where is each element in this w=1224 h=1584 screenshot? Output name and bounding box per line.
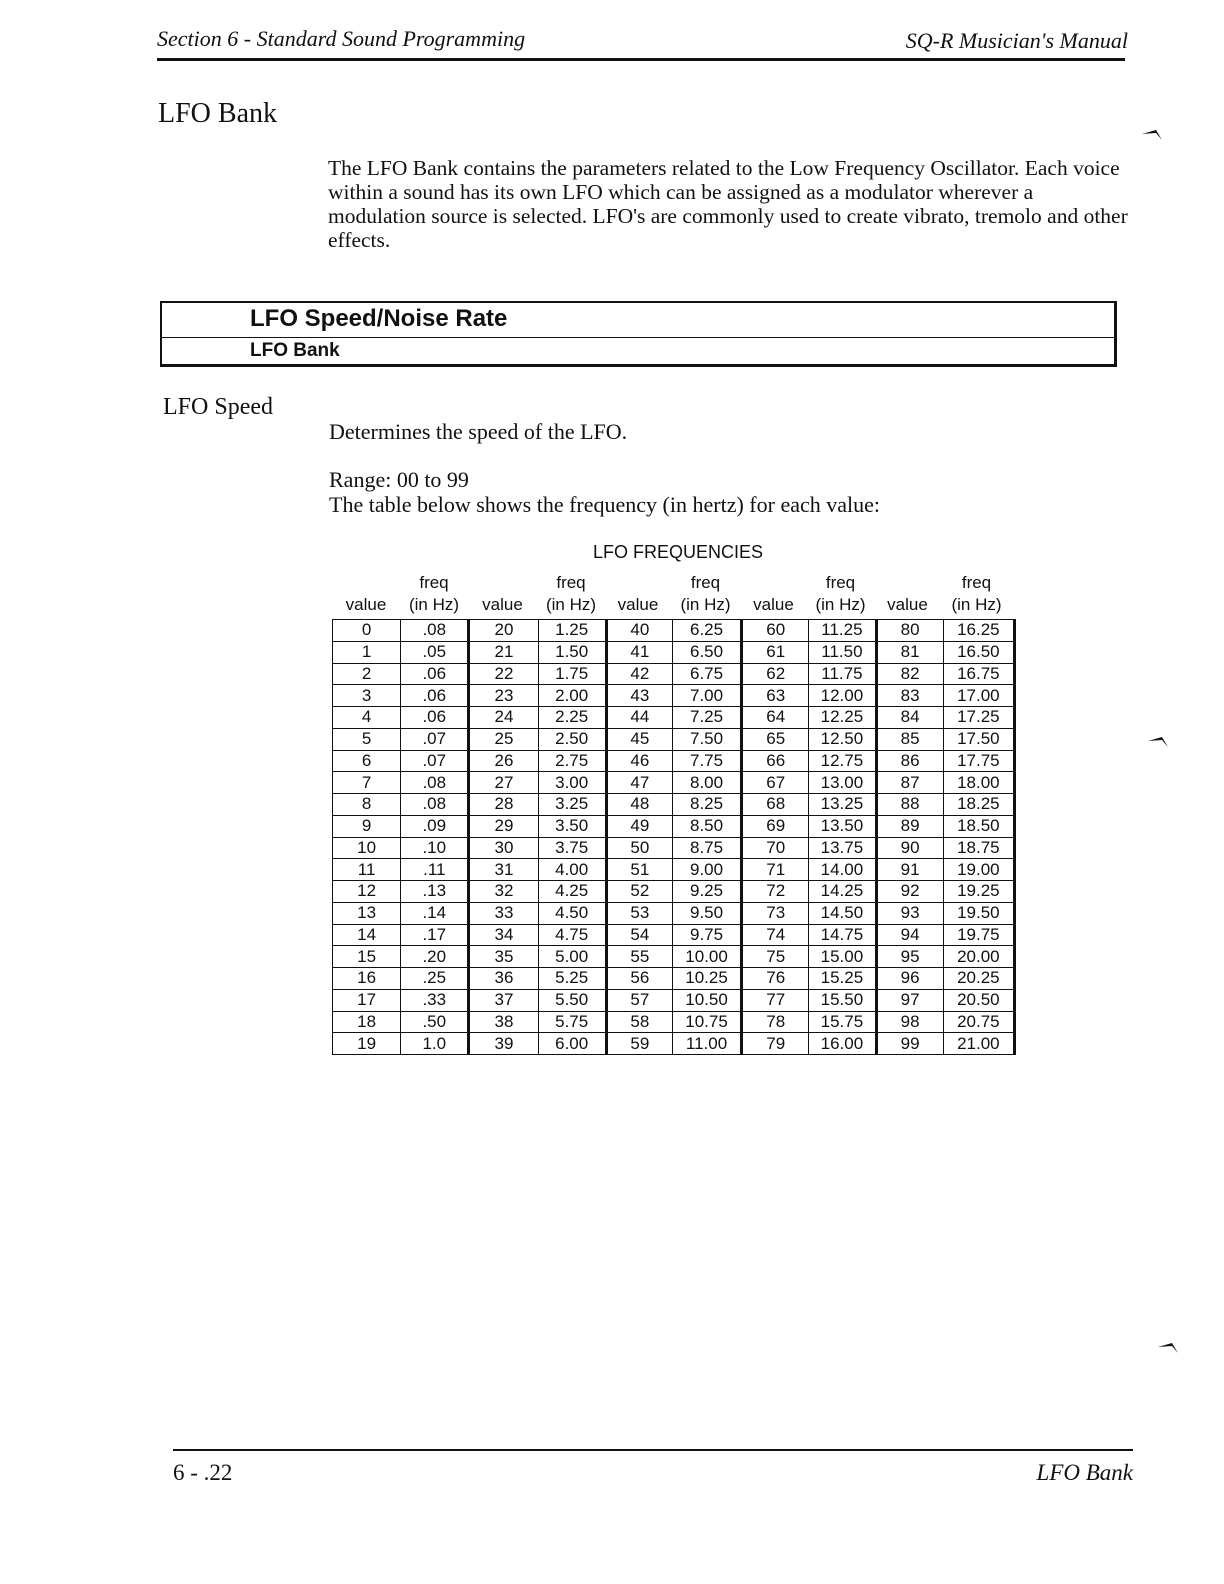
value-cell: 33 <box>469 902 538 924</box>
value-cell: 65 <box>742 728 809 750</box>
freq-cell: 4.00 <box>538 859 606 881</box>
value-cell: 78 <box>742 1011 809 1033</box>
table-row <box>333 620 1015 642</box>
parameter-range <box>329 467 880 517</box>
value-cell: 2 <box>333 663 401 685</box>
value-cell: 9 <box>333 815 401 837</box>
table-row <box>333 707 1015 729</box>
value-cell: 90 <box>876 837 943 859</box>
value-cell: 91 <box>876 859 943 881</box>
freq-cell: 3.50 <box>538 815 606 837</box>
value-cell: 75 <box>742 946 809 968</box>
column-header-value-label: value <box>887 595 928 614</box>
freq-cell: 6.75 <box>672 663 741 685</box>
freq-cell: 7.75 <box>672 750 741 772</box>
freq-cell: .09 <box>401 815 469 837</box>
value-cell: 94 <box>876 924 943 946</box>
value-cell: 67 <box>742 772 809 794</box>
value-cell: 1 <box>333 641 401 663</box>
freq-cell: 9.75 <box>672 924 741 946</box>
value-cell: 64 <box>742 707 809 729</box>
value-cell: 7 <box>333 772 401 794</box>
value-cell: 51 <box>606 859 672 881</box>
column-header-freq-unit: (in Hz) <box>951 595 1002 614</box>
value-cell: 0 <box>333 620 401 642</box>
freq-cell: 10.25 <box>672 968 741 990</box>
value-cell: 43 <box>606 685 672 707</box>
table-column-headers <box>332 570 1018 618</box>
value-cell: 89 <box>876 815 943 837</box>
freq-cell: 5.50 <box>538 989 606 1011</box>
value-cell: 32 <box>469 881 538 903</box>
freq-cell: 4.50 <box>538 902 606 924</box>
table-note: The table below shows the frequency (in hertz) for each value: <box>329 492 880 517</box>
value-cell: 4 <box>333 707 401 729</box>
value-cell: 80 <box>876 620 943 642</box>
freq-cell: 10.75 <box>672 1011 741 1033</box>
column-header-freq-unit: (in Hz) <box>815 595 866 614</box>
value-cell: 15 <box>333 946 401 968</box>
column-header-freq <box>941 572 1012 616</box>
value-cell: 68 <box>742 794 809 816</box>
table-row <box>333 968 1015 990</box>
column-header-freq-label: freq <box>556 573 586 592</box>
value-cell: 49 <box>606 815 672 837</box>
intro-paragraph: The LFO Bank contains the parameters related to the Low Frequency Oscillator. Each voice within a sound has its own LFO which can be assigned as a modulator wherever a modulation source is selected. LFO's are commonly used to create vibrato, tremolo and other effects. <box>328 156 1128 252</box>
column-header-freq-label: freq <box>690 573 721 592</box>
table-row <box>333 772 1015 794</box>
freq-cell: .05 <box>401 641 469 663</box>
column-header-freq <box>400 572 468 616</box>
value-cell: 16 <box>333 968 401 990</box>
value-cell: 14 <box>333 924 401 946</box>
column-header-freq <box>537 572 605 616</box>
table-row <box>333 859 1015 881</box>
column-header-freq <box>807 572 874 616</box>
freq-cell: 5.25 <box>538 968 606 990</box>
freq-cell: 20.25 <box>943 968 1014 990</box>
freq-cell: 11.50 <box>809 641 876 663</box>
freq-cell: 8.75 <box>672 837 741 859</box>
table-row <box>333 641 1015 663</box>
freq-cell: 14.00 <box>809 859 876 881</box>
freq-cell: .06 <box>401 707 469 729</box>
freq-cell: 1.50 <box>538 641 606 663</box>
value-cell: 62 <box>742 663 809 685</box>
value-cell: 73 <box>742 902 809 924</box>
value-cell: 19 <box>333 1033 401 1055</box>
freq-cell: 13.75 <box>809 837 876 859</box>
freq-cell: 13.25 <box>809 794 876 816</box>
value-cell: 36 <box>469 968 538 990</box>
column-header-freq-label: freq <box>961 573 992 592</box>
value-cell: 11 <box>333 859 401 881</box>
value-cell: 88 <box>876 794 943 816</box>
value-cell: 61 <box>742 641 809 663</box>
freq-cell: 17.50 <box>943 728 1014 750</box>
freq-cell: .33 <box>401 989 469 1011</box>
freq-cell: 5.75 <box>538 1011 606 1033</box>
freq-cell: 6.50 <box>672 641 741 663</box>
freq-cell: 2.75 <box>538 750 606 772</box>
freq-cell: 19.00 <box>943 859 1014 881</box>
value-cell: 84 <box>876 707 943 729</box>
freq-cell: 15.50 <box>809 989 876 1011</box>
value-cell: 70 <box>742 837 809 859</box>
value-cell: 85 <box>876 728 943 750</box>
value-cell: 45 <box>606 728 672 750</box>
column-header-freq-unit: (in Hz) <box>545 595 597 614</box>
value-cell: 44 <box>606 707 672 729</box>
table-row <box>333 750 1015 772</box>
value-cell: 69 <box>742 815 809 837</box>
value-cell: 96 <box>876 968 943 990</box>
table-row <box>333 794 1015 816</box>
table-row <box>333 902 1015 924</box>
table-row <box>333 1033 1015 1055</box>
value-cell: 59 <box>606 1033 672 1055</box>
value-cell: 29 <box>469 815 538 837</box>
value-cell: 5 <box>333 728 401 750</box>
value-cell: 77 <box>742 989 809 1011</box>
value-cell: 39 <box>469 1033 538 1055</box>
value-cell: 97 <box>876 989 943 1011</box>
column-header-value-label: value <box>482 595 523 614</box>
column-header-value-label: value <box>617 595 659 614</box>
freq-cell: .08 <box>401 620 469 642</box>
column-header-freq-unit: (in Hz) <box>680 595 731 614</box>
table-row <box>333 685 1015 707</box>
parameter-title: LFO Speed <box>163 394 273 420</box>
freq-cell: 15.25 <box>809 968 876 990</box>
freq-cell: .25 <box>401 968 469 990</box>
footer-rule <box>173 1449 1133 1451</box>
value-cell: 41 <box>606 641 672 663</box>
value-cell: 12 <box>333 881 401 903</box>
table-row <box>333 881 1015 903</box>
table-title: LFO FREQUENCIES <box>593 542 764 562</box>
value-cell: 81 <box>876 641 943 663</box>
freq-cell: 18.75 <box>943 837 1014 859</box>
freq-cell: 14.50 <box>809 902 876 924</box>
freq-cell: .07 <box>401 728 469 750</box>
freq-cell: 14.75 <box>809 924 876 946</box>
value-cell: 23 <box>469 685 538 707</box>
value-cell: 60 <box>742 620 809 642</box>
page-number: 6 - .22 <box>173 1460 233 1485</box>
freq-cell: 17.00 <box>943 685 1014 707</box>
freq-cell: .14 <box>401 902 469 924</box>
parameter-box <box>160 301 1117 367</box>
value-cell: 76 <box>742 968 809 990</box>
freq-cell: 20.00 <box>943 946 1014 968</box>
freq-cell: 18.50 <box>943 815 1014 837</box>
value-cell: 71 <box>742 859 809 881</box>
freq-cell: 8.25 <box>672 794 741 816</box>
column-header-freq-label: freq <box>825 573 856 592</box>
column-header-freq-unit: (in Hz) <box>408 595 460 614</box>
value-cell: 82 <box>876 663 943 685</box>
freq-cell: 16.50 <box>943 641 1014 663</box>
freq-cell: .20 <box>401 946 469 968</box>
lfo-frequency-table <box>332 619 1016 1055</box>
parameter-name: LFO Speed/Noise Rate <box>250 305 508 332</box>
value-cell: 83 <box>876 685 943 707</box>
value-cell: 99 <box>876 1033 943 1055</box>
running-footer-bank: LFO Bank <box>1036 1460 1133 1485</box>
value-cell: 92 <box>876 881 943 903</box>
freq-cell: 6.00 <box>538 1033 606 1055</box>
value-cell: 95 <box>876 946 943 968</box>
freq-cell: 19.50 <box>943 902 1014 924</box>
value-cell: 56 <box>606 968 672 990</box>
freq-cell: .07 <box>401 750 469 772</box>
freq-cell: 16.00 <box>809 1033 876 1055</box>
value-cell: 87 <box>876 772 943 794</box>
value-cell: 25 <box>469 728 538 750</box>
freq-cell: 3.00 <box>538 772 606 794</box>
table-row <box>333 989 1015 1011</box>
value-cell: 17 <box>333 989 401 1011</box>
parameter-bank: LFO Bank <box>250 340 340 361</box>
freq-cell: 17.75 <box>943 750 1014 772</box>
value-cell: 21 <box>469 641 538 663</box>
freq-cell: 15.00 <box>809 946 876 968</box>
column-header-value <box>605 594 671 616</box>
value-cell: 6 <box>333 750 401 772</box>
freq-cell: 7.50 <box>672 728 741 750</box>
freq-cell: 9.50 <box>672 902 741 924</box>
table-row <box>333 663 1015 685</box>
parameter-description: Determines the speed of the LFO. <box>329 419 628 444</box>
value-cell: 27 <box>469 772 538 794</box>
freq-cell: 11.25 <box>809 620 876 642</box>
value-cell: 57 <box>606 989 672 1011</box>
freq-cell: 1.75 <box>538 663 606 685</box>
margin-tick-mark <box>1158 1343 1180 1353</box>
freq-cell: 16.25 <box>943 620 1014 642</box>
freq-cell: .50 <box>401 1011 469 1033</box>
value-cell: 86 <box>876 750 943 772</box>
freq-cell: 19.75 <box>943 924 1014 946</box>
freq-cell: 10.00 <box>672 946 741 968</box>
value-cell: 38 <box>469 1011 538 1033</box>
value-cell: 24 <box>469 707 538 729</box>
column-header-value <box>332 594 400 616</box>
freq-cell: 4.25 <box>538 881 606 903</box>
freq-cell: 5.00 <box>538 946 606 968</box>
value-cell: 13 <box>333 902 401 924</box>
table-row <box>333 815 1015 837</box>
column-header-value <box>740 594 807 616</box>
freq-cell: 20.50 <box>943 989 1014 1011</box>
value-cell: 74 <box>742 924 809 946</box>
freq-cell: 18.00 <box>943 772 1014 794</box>
value-cell: 35 <box>469 946 538 968</box>
freq-cell: 10.50 <box>672 989 741 1011</box>
column-header-value-label: value <box>345 595 387 614</box>
value-cell: 48 <box>606 794 672 816</box>
range-text: Range: 00 to 99 <box>329 467 469 492</box>
freq-cell: .17 <box>401 924 469 946</box>
freq-cell: 9.25 <box>672 881 741 903</box>
freq-cell: 12.00 <box>809 685 876 707</box>
freq-cell: 4.75 <box>538 924 606 946</box>
freq-cell: 3.75 <box>538 837 606 859</box>
header-rule <box>157 58 1125 61</box>
freq-cell: .08 <box>401 794 469 816</box>
column-header-freq <box>671 572 740 616</box>
value-cell: 58 <box>606 1011 672 1033</box>
parameter-box-divider <box>162 337 1114 338</box>
value-cell: 46 <box>606 750 672 772</box>
freq-cell: 11.75 <box>809 663 876 685</box>
section-title: LFO Bank <box>158 98 277 129</box>
freq-cell: 2.50 <box>538 728 606 750</box>
freq-cell: 14.25 <box>809 881 876 903</box>
value-cell: 10 <box>333 837 401 859</box>
freq-cell: 12.75 <box>809 750 876 772</box>
freq-cell: .13 <box>401 881 469 903</box>
value-cell: 47 <box>606 772 672 794</box>
table-row <box>333 728 1015 750</box>
value-cell: 30 <box>469 837 538 859</box>
running-header-section: Section 6 - Standard Sound Programming <box>157 26 526 51</box>
table-row <box>333 1011 1015 1033</box>
value-cell: 79 <box>742 1033 809 1055</box>
value-cell: 34 <box>469 924 538 946</box>
freq-cell: 13.00 <box>809 772 876 794</box>
running-header-manual: SQ-R Musician's Manual <box>905 28 1128 53</box>
value-cell: 26 <box>469 750 538 772</box>
freq-cell: 8.50 <box>672 815 741 837</box>
freq-cell: 3.25 <box>538 794 606 816</box>
value-cell: 31 <box>469 859 538 881</box>
freq-cell: 6.25 <box>672 620 741 642</box>
freq-cell: 12.50 <box>809 728 876 750</box>
column-header-value <box>468 594 537 616</box>
column-header-freq-label: freq <box>419 573 449 592</box>
freq-cell: 15.75 <box>809 1011 876 1033</box>
freq-cell: 7.25 <box>672 707 741 729</box>
value-cell: 55 <box>606 946 672 968</box>
value-cell: 53 <box>606 902 672 924</box>
value-cell: 54 <box>606 924 672 946</box>
column-header-value-label: value <box>753 595 794 614</box>
margin-tick-mark <box>1142 130 1164 140</box>
freq-cell: .10 <box>401 837 469 859</box>
freq-cell: 19.25 <box>943 881 1014 903</box>
value-cell: 3 <box>333 685 401 707</box>
value-cell: 40 <box>606 620 672 642</box>
table-row <box>333 924 1015 946</box>
freq-cell: 17.25 <box>943 707 1014 729</box>
freq-cell: 11.00 <box>672 1033 741 1055</box>
value-cell: 72 <box>742 881 809 903</box>
value-cell: 28 <box>469 794 538 816</box>
value-cell: 50 <box>606 837 672 859</box>
value-cell: 8 <box>333 794 401 816</box>
freq-cell: 16.75 <box>943 663 1014 685</box>
value-cell: 18 <box>333 1011 401 1033</box>
value-cell: 42 <box>606 663 672 685</box>
freq-cell: .06 <box>401 685 469 707</box>
value-cell: 63 <box>742 685 809 707</box>
table-row <box>333 946 1015 968</box>
value-cell: 37 <box>469 989 538 1011</box>
freq-cell: 1.0 <box>401 1033 469 1055</box>
freq-cell: 20.75 <box>943 1011 1014 1033</box>
freq-cell: 1.25 <box>538 620 606 642</box>
column-header-value <box>874 594 941 616</box>
value-cell: 22 <box>469 663 538 685</box>
freq-cell: 2.00 <box>538 685 606 707</box>
freq-cell: 2.25 <box>538 707 606 729</box>
freq-cell: .11 <box>401 859 469 881</box>
freq-cell: 7.00 <box>672 685 741 707</box>
freq-cell: 21.00 <box>943 1033 1014 1055</box>
freq-cell: 18.25 <box>943 794 1014 816</box>
freq-cell: .08 <box>401 772 469 794</box>
freq-cell: 8.00 <box>672 772 741 794</box>
margin-tick-mark <box>1148 737 1170 747</box>
table-row <box>333 837 1015 859</box>
freq-cell: 9.00 <box>672 859 741 881</box>
freq-cell: 12.25 <box>809 707 876 729</box>
value-cell: 52 <box>606 881 672 903</box>
freq-cell: 13.50 <box>809 815 876 837</box>
freq-cell: .06 <box>401 663 469 685</box>
value-cell: 93 <box>876 902 943 924</box>
value-cell: 20 <box>469 620 538 642</box>
value-cell: 98 <box>876 1011 943 1033</box>
value-cell: 66 <box>742 750 809 772</box>
